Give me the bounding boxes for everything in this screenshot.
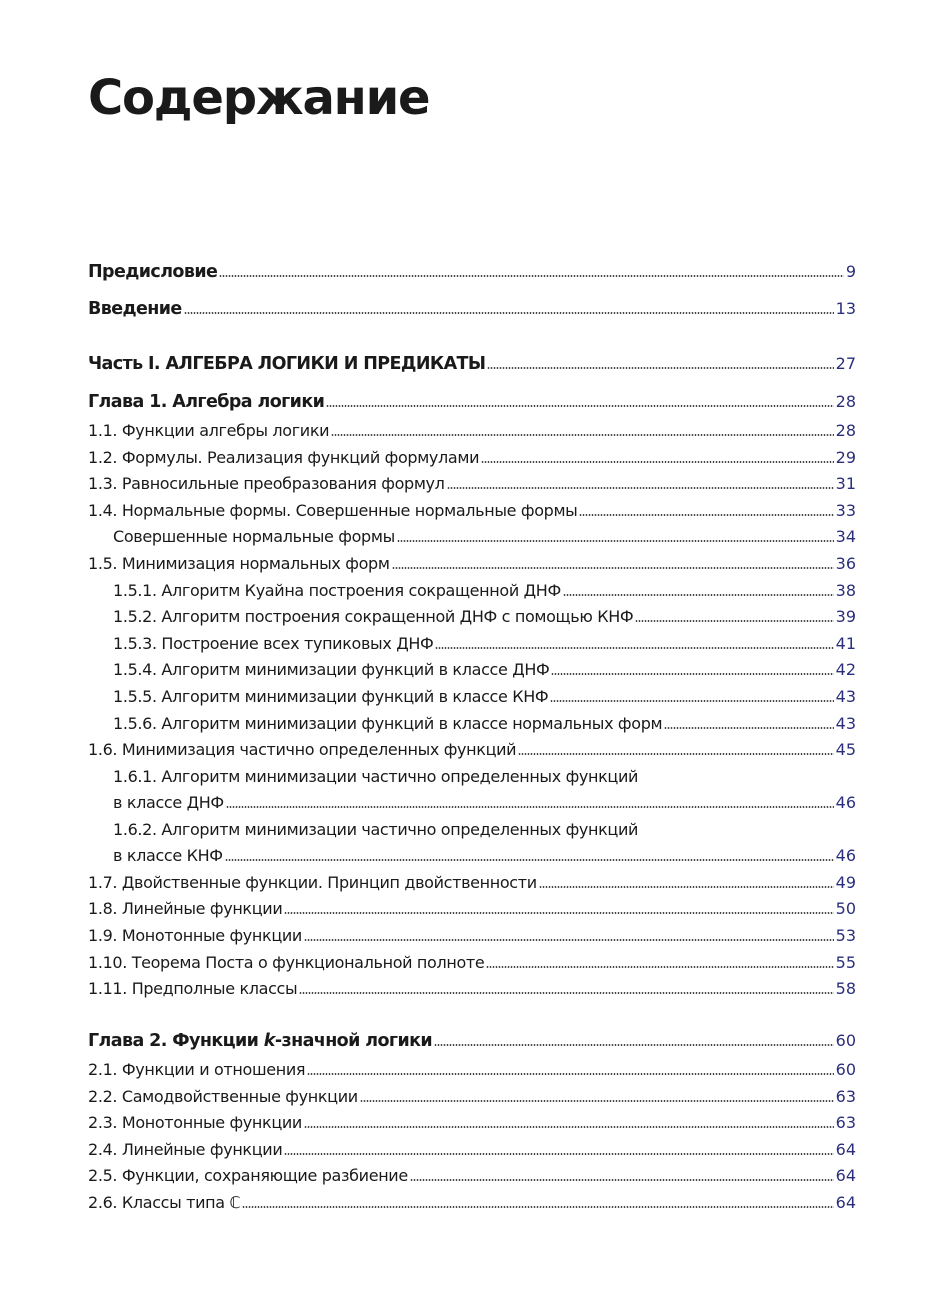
toc-entry-2-5[interactable] [88, 1163, 856, 1189]
toc-entry-1-1[interactable] [88, 418, 856, 444]
dot-leader [219, 275, 844, 277]
dot-leader [397, 540, 834, 542]
dot-leader [518, 753, 833, 755]
toc-page-number: 46 [835, 846, 856, 865]
toc-entry-label: 1.1. Функции алгебры логики [88, 421, 330, 440]
toc-entry-1-5-5[interactable] [113, 684, 856, 710]
toc-entry-1-6-2-cont[interactable] [113, 843, 856, 869]
toc-page-number: 43 [835, 714, 856, 733]
toc-entry-2-1[interactable] [88, 1057, 856, 1083]
label-suffix: -значной логики [274, 1031, 433, 1051]
toc-page-number: 53 [835, 926, 856, 945]
toc-entry-label: 1.5.6. Алгоритм минимизации функций в классе нормальных форм [113, 714, 663, 733]
toc-page-number: 39 [835, 607, 856, 626]
toc-entry-label: 1.5.3. Построение всех тупиковых ДНФ [113, 634, 434, 653]
dot-leader [410, 1179, 834, 1181]
dot-leader [664, 727, 833, 729]
toc-entry-2-3[interactable] [88, 1110, 856, 1136]
toc-page-number: 29 [835, 448, 856, 467]
toc-entry-2-6[interactable] [88, 1190, 856, 1216]
dot-leader [304, 939, 834, 941]
dot-leader [550, 700, 833, 702]
toc-entry-label: 1.5.4. Алгоритм минимизации функций в классе ДНФ [113, 660, 550, 679]
dot-leader [331, 434, 833, 436]
toc-page-number: 63 [835, 1113, 856, 1132]
toc-entry-label: в классе КНФ [113, 846, 223, 865]
toc-entry-1-11[interactable] [88, 976, 856, 1002]
dot-leader [579, 514, 833, 516]
toc-entry-label: Часть I. АЛГЕБРА ЛОГИКИ И ПРЕДИКАТЫ [88, 354, 486, 374]
toc-entry-chapter-2[interactable] [88, 1028, 856, 1054]
toc-entry-1-8[interactable] [88, 896, 856, 922]
dot-leader [392, 567, 834, 569]
dot-leader [487, 367, 833, 369]
toc-page-number: 38 [835, 581, 856, 600]
toc-page-number: 64 [835, 1166, 856, 1185]
toc-entry-label: 1.5.5. Алгоритм минимизации функций в классе КНФ [113, 687, 549, 706]
toc-entry-1-5-6[interactable] [113, 711, 856, 737]
toc-entry-1-5-3[interactable] [113, 631, 856, 657]
toc-entry-label: 1.7. Двойственные функции. Принцип двойственности [88, 873, 537, 892]
toc-entry-1-2[interactable] [88, 445, 856, 471]
toc-entry-label: 1.3. Равносильные преобразования формул [88, 474, 445, 493]
toc-entry-label: 1.2. Формулы. Реализация функций формулами [88, 448, 480, 467]
toc-entry-label: 1.4. Нормальные формы. Совершенные нормальные формы [88, 501, 578, 520]
toc-entry-label: 2.6. Классы типа ℂ [88, 1193, 241, 1212]
toc-entry-1-9[interactable] [88, 923, 856, 949]
toc-entry-1-6-1-cont[interactable] [113, 790, 856, 816]
toc-entry-label: 1.6.1. Алгоритм минимизации частично определенных функций [113, 767, 639, 786]
toc-entry-label: Глава 1. Алгебра логики [88, 392, 325, 412]
toc-entry-label: 1.11. Предполные классы [88, 979, 298, 998]
toc-entry-1-5[interactable] [88, 551, 856, 577]
toc-page-number: 64 [835, 1193, 856, 1212]
toc-entry-label: 1.9. Монотонные функции [88, 926, 302, 945]
dot-leader [307, 1073, 833, 1075]
toc-page-number: 31 [835, 474, 856, 493]
dot-leader [226, 806, 834, 808]
toc-entry-label: 2.3. Монотонные функции [88, 1113, 302, 1132]
toc-entry-label: Предисловие [88, 262, 218, 282]
toc-entry-1-4-perfect-forms[interactable] [113, 524, 856, 550]
toc-entry-label: Введение [88, 299, 182, 319]
toc-entry-label [88, 1028, 432, 1054]
toc-entry-1-6[interactable] [88, 737, 856, 763]
dot-leader [326, 405, 833, 407]
toc-entry-label: 2.5. Функции, сохраняющие разбиение [88, 1166, 408, 1185]
dot-leader [486, 966, 833, 968]
toc-entry-1-3[interactable] [88, 471, 856, 497]
toc-entry-label: 1.6.2. Алгоритм минимизации частично определенных функций [113, 820, 639, 839]
toc-page-number: 9 [845, 262, 856, 281]
toc-page-number: 64 [835, 1140, 856, 1159]
toc-entry-2-4[interactable] [88, 1137, 856, 1163]
toc-page-number: 46 [835, 793, 856, 812]
toc-page-number: 50 [835, 899, 856, 918]
toc-entry-1-6-2[interactable] [113, 817, 856, 843]
dot-leader [184, 312, 834, 314]
toc-entry-label: 1.6. Минимизация частично определенных функций [88, 740, 517, 759]
dot-leader [481, 461, 833, 463]
toc-page-number: 55 [835, 953, 856, 972]
page-title: Содержание [88, 70, 430, 126]
toc-entry-label: Совершенные нормальные формы [113, 527, 395, 546]
toc-entry-label: 1.10. Теорема Поста о функциональной полноте [88, 953, 485, 972]
dot-leader [284, 1153, 833, 1155]
dot-leader [447, 487, 834, 489]
dot-leader [635, 620, 833, 622]
toc-entry-1-7[interactable] [88, 870, 856, 896]
label-prefix: Глава 2. Функции [88, 1031, 264, 1051]
toc-entry-1-5-2[interactable] [113, 604, 856, 630]
dot-leader [242, 1206, 833, 1208]
toc-entry-label: в классе ДНФ [113, 793, 224, 812]
toc-entry-1-4[interactable] [88, 498, 856, 524]
toc-page-number: 63 [835, 1087, 856, 1106]
toc-entry-label: 2.1. Функции и отношения [88, 1060, 306, 1079]
dot-leader [304, 1126, 834, 1128]
toc-page-number: 13 [835, 299, 856, 318]
toc-entry-label: 1.5. Минимизация нормальных форм [88, 554, 390, 573]
toc-page-number: 43 [835, 687, 856, 706]
toc-entry-chapter-1[interactable] [88, 389, 856, 415]
dot-leader [434, 1044, 834, 1046]
dot-leader [360, 1100, 834, 1102]
toc-entry-1-10[interactable] [88, 950, 856, 976]
dot-leader [435, 647, 833, 649]
toc-entry-label: 2.2. Самодвойственные функции [88, 1087, 358, 1106]
toc-entry-introduction[interactable] [88, 296, 856, 322]
toc-page-number: 28 [835, 421, 856, 440]
toc-page-number: 27 [835, 354, 856, 373]
toc-entry-label: 1.5.2. Алгоритм построения сокращенной ДНФ с помощью КНФ [113, 607, 634, 626]
toc-page-number: 45 [835, 740, 856, 759]
toc-page-number: 58 [835, 979, 856, 998]
toc-page-number: 49 [835, 873, 856, 892]
toc-entry-preface[interactable] [88, 259, 856, 285]
toc-page-number: 33 [835, 501, 856, 520]
dot-leader [299, 992, 833, 994]
toc-entry-label: 1.8. Линейные функции [88, 899, 283, 918]
toc-entry-2-2[interactable] [88, 1084, 856, 1110]
toc-entry-part-1[interactable] [88, 351, 856, 377]
toc-page-number: 34 [835, 527, 856, 546]
dot-leader [225, 859, 834, 861]
dot-leader [284, 912, 833, 914]
dot-leader [563, 594, 834, 596]
toc-entry-1-5-1[interactable] [113, 578, 856, 604]
toc-entry-label: 1.5.1. Алгоритм Куайна построения сокращенной ДНФ [113, 581, 561, 600]
toc-page-number: 60 [835, 1031, 856, 1050]
toc-page-number: 41 [835, 634, 856, 653]
toc-page-number: 60 [835, 1060, 856, 1079]
toc-page-number: 42 [835, 660, 856, 679]
toc-page-number: 28 [835, 392, 856, 411]
toc-page-number: 36 [835, 554, 856, 573]
toc-entry-1-6-1[interactable] [113, 764, 856, 790]
toc-entry-label: 2.4. Линейные функции [88, 1140, 283, 1159]
label-variable: k [263, 1031, 275, 1051]
dot-leader [539, 886, 834, 888]
dot-leader [551, 673, 833, 675]
toc-entry-1-5-4[interactable] [113, 657, 856, 683]
